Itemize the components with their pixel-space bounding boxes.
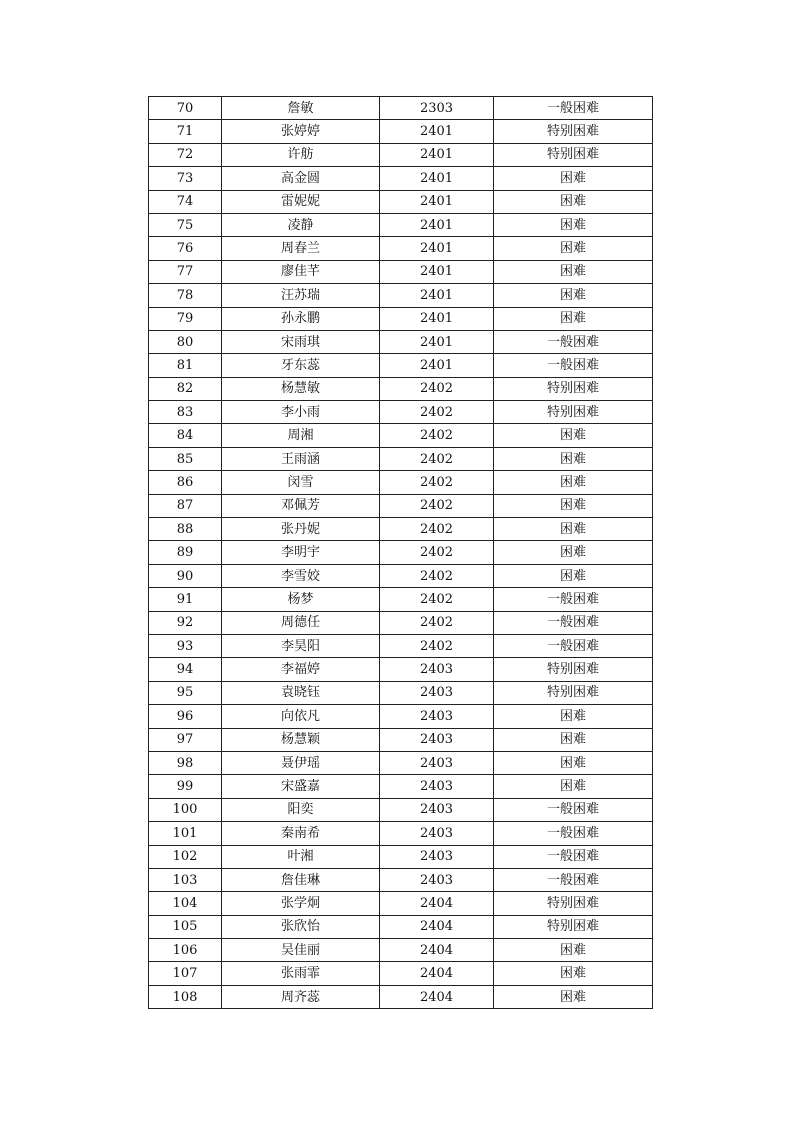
table-row [149, 564, 653, 587]
class-code-cell: 2404 [380, 892, 494, 915]
class-code-cell: 2303 [380, 97, 494, 120]
class-code-cell: 2404 [380, 985, 494, 1008]
row-number-cell: 82 [149, 377, 222, 400]
class-code-cell: 2403 [380, 868, 494, 891]
student-name-cell: 阳奕 [222, 798, 380, 821]
table-row [149, 892, 653, 915]
difficulty-level-cell: 特别困难 [494, 120, 653, 143]
row-number-cell: 85 [149, 447, 222, 470]
class-code-cell: 2401 [380, 330, 494, 353]
table-row [149, 143, 653, 166]
row-number-cell: 106 [149, 939, 222, 962]
student-name-cell: 向依凡 [222, 705, 380, 728]
table-row [149, 822, 653, 845]
table-row [149, 751, 653, 774]
student-name-cell: 张丹妮 [222, 518, 380, 541]
table-row [149, 120, 653, 143]
row-number-cell: 97 [149, 728, 222, 751]
row-number-cell: 79 [149, 307, 222, 330]
class-code-cell: 2404 [380, 962, 494, 985]
student-name-cell: 廖佳芊 [222, 260, 380, 283]
class-code-cell: 2402 [380, 611, 494, 634]
student-name-cell: 王雨涵 [222, 447, 380, 470]
table-row [149, 634, 653, 657]
table-row [149, 260, 653, 283]
difficulty-level-cell: 一般困难 [494, 845, 653, 868]
table-row [149, 190, 653, 213]
difficulty-level-cell: 困难 [494, 728, 653, 751]
table-row [149, 237, 653, 260]
row-number-cell: 94 [149, 658, 222, 681]
class-code-cell: 2404 [380, 915, 494, 938]
table-row [149, 962, 653, 985]
row-number-cell: 95 [149, 681, 222, 704]
student-name-cell: 詹佳琳 [222, 868, 380, 891]
difficulty-level-cell: 困难 [494, 284, 653, 307]
table-row [149, 658, 653, 681]
class-code-cell: 2403 [380, 728, 494, 751]
class-code-cell: 2403 [380, 681, 494, 704]
row-number-cell: 71 [149, 120, 222, 143]
class-code-cell: 2401 [380, 284, 494, 307]
student-name-cell: 周齐蕊 [222, 985, 380, 1008]
class-code-cell: 2401 [380, 307, 494, 330]
class-code-cell: 2401 [380, 120, 494, 143]
student-name-cell: 周湘 [222, 424, 380, 447]
row-number-cell: 84 [149, 424, 222, 447]
student-name-cell: 许舫 [222, 143, 380, 166]
student-table-body [149, 97, 653, 1009]
student-name-cell: 詹敏 [222, 97, 380, 120]
student-name-cell: 袁晓钰 [222, 681, 380, 704]
difficulty-level-cell: 困难 [494, 471, 653, 494]
student-name-cell: 吴佳丽 [222, 939, 380, 962]
table-row [149, 939, 653, 962]
class-code-cell: 2402 [380, 588, 494, 611]
difficulty-level-cell: 困难 [494, 424, 653, 447]
table-row [149, 447, 653, 470]
class-code-cell: 2403 [380, 775, 494, 798]
difficulty-level-cell: 困难 [494, 962, 653, 985]
student-name-cell: 牙东蕊 [222, 354, 380, 377]
row-number-cell: 76 [149, 237, 222, 260]
class-code-cell: 2402 [380, 518, 494, 541]
difficulty-level-cell: 困难 [494, 751, 653, 774]
difficulty-level-cell: 一般困难 [494, 822, 653, 845]
student-name-cell: 宋雨琪 [222, 330, 380, 353]
student-name-cell: 汪苏瑞 [222, 284, 380, 307]
student-name-cell: 秦南希 [222, 822, 380, 845]
table-row [149, 330, 653, 353]
row-number-cell: 99 [149, 775, 222, 798]
table-row [149, 845, 653, 868]
table-row [149, 775, 653, 798]
table-row [149, 401, 653, 424]
difficulty-level-cell: 困难 [494, 237, 653, 260]
table-row [149, 541, 653, 564]
student-name-cell: 闵雪 [222, 471, 380, 494]
row-number-cell: 72 [149, 143, 222, 166]
row-number-cell: 93 [149, 634, 222, 657]
class-code-cell: 2401 [380, 143, 494, 166]
row-number-cell: 103 [149, 868, 222, 891]
table-row [149, 471, 653, 494]
difficulty-level-cell: 一般困难 [494, 798, 653, 821]
row-number-cell: 98 [149, 751, 222, 774]
row-number-cell: 91 [149, 588, 222, 611]
difficulty-level-cell: 困难 [494, 939, 653, 962]
class-code-cell: 2403 [380, 751, 494, 774]
table-row [149, 284, 653, 307]
class-code-cell: 2401 [380, 167, 494, 190]
table-row [149, 377, 653, 400]
row-number-cell: 80 [149, 330, 222, 353]
student-name-cell: 孙永鹏 [222, 307, 380, 330]
row-number-cell: 89 [149, 541, 222, 564]
student-name-cell: 杨慧颖 [222, 728, 380, 751]
class-code-cell: 2401 [380, 260, 494, 283]
row-number-cell: 86 [149, 471, 222, 494]
student-name-cell: 李明宇 [222, 541, 380, 564]
row-number-cell: 83 [149, 401, 222, 424]
student-name-cell: 杨慧敏 [222, 377, 380, 400]
table-row [149, 494, 653, 517]
table-row [149, 97, 653, 120]
class-code-cell: 2403 [380, 798, 494, 821]
class-code-cell: 2402 [380, 447, 494, 470]
difficulty-level-cell: 一般困难 [494, 634, 653, 657]
row-number-cell: 100 [149, 798, 222, 821]
difficulty-level-cell: 一般困难 [494, 588, 653, 611]
student-name-cell: 张雨霏 [222, 962, 380, 985]
class-code-cell: 2403 [380, 705, 494, 728]
difficulty-level-cell: 困难 [494, 190, 653, 213]
student-name-cell: 周春兰 [222, 237, 380, 260]
class-code-cell: 2402 [380, 471, 494, 494]
row-number-cell: 77 [149, 260, 222, 283]
difficulty-level-cell: 一般困难 [494, 868, 653, 891]
difficulty-level-cell: 困难 [494, 541, 653, 564]
table-row [149, 588, 653, 611]
student-name-cell: 张学炯 [222, 892, 380, 915]
student-name-cell: 高金圆 [222, 167, 380, 190]
row-number-cell: 78 [149, 284, 222, 307]
class-code-cell: 2402 [380, 541, 494, 564]
class-code-cell: 2401 [380, 213, 494, 236]
difficulty-level-cell: 困难 [494, 307, 653, 330]
class-code-cell: 2401 [380, 354, 494, 377]
class-code-cell: 2402 [380, 634, 494, 657]
row-number-cell: 74 [149, 190, 222, 213]
table-row [149, 213, 653, 236]
class-code-cell: 2403 [380, 845, 494, 868]
table-row [149, 868, 653, 891]
class-code-cell: 2404 [380, 939, 494, 962]
difficulty-level-cell: 一般困难 [494, 97, 653, 120]
row-number-cell: 108 [149, 985, 222, 1008]
row-number-cell: 101 [149, 822, 222, 845]
difficulty-level-cell: 特别困难 [494, 915, 653, 938]
difficulty-level-cell: 困难 [494, 775, 653, 798]
class-code-cell: 2402 [380, 424, 494, 447]
difficulty-level-cell: 一般困难 [494, 330, 653, 353]
difficulty-level-cell: 困难 [494, 518, 653, 541]
student-name-cell: 邓佩芳 [222, 494, 380, 517]
row-number-cell: 92 [149, 611, 222, 634]
student-name-cell: 宋盛嘉 [222, 775, 380, 798]
difficulty-level-cell: 特别困难 [494, 658, 653, 681]
difficulty-level-cell: 特别困难 [494, 401, 653, 424]
row-number-cell: 70 [149, 97, 222, 120]
table-row [149, 705, 653, 728]
row-number-cell: 75 [149, 213, 222, 236]
class-code-cell: 2403 [380, 822, 494, 845]
class-code-cell: 2402 [380, 401, 494, 424]
student-name-cell: 李雪姣 [222, 564, 380, 587]
table-row [149, 424, 653, 447]
table-row [149, 681, 653, 704]
student-name-cell: 张婷婷 [222, 120, 380, 143]
table-row [149, 915, 653, 938]
row-number-cell: 102 [149, 845, 222, 868]
row-number-cell: 96 [149, 705, 222, 728]
student-name-cell: 叶湘 [222, 845, 380, 868]
student-name-cell: 聂伊瑶 [222, 751, 380, 774]
table-row [149, 985, 653, 1008]
table-row [149, 728, 653, 751]
difficulty-level-cell: 一般困难 [494, 611, 653, 634]
student-name-cell: 李小雨 [222, 401, 380, 424]
student-name-cell: 张欣怡 [222, 915, 380, 938]
table-row [149, 354, 653, 377]
difficulty-level-cell: 特别困难 [494, 377, 653, 400]
difficulty-level-cell: 特别困难 [494, 681, 653, 704]
student-name-cell: 周德任 [222, 611, 380, 634]
row-number-cell: 87 [149, 494, 222, 517]
table-row [149, 611, 653, 634]
class-code-cell: 2403 [380, 658, 494, 681]
table-row [149, 798, 653, 821]
row-number-cell: 81 [149, 354, 222, 377]
table-row [149, 167, 653, 190]
class-code-cell: 2401 [380, 237, 494, 260]
row-number-cell: 73 [149, 167, 222, 190]
table-row [149, 518, 653, 541]
row-number-cell: 104 [149, 892, 222, 915]
student-name-cell: 杨梦 [222, 588, 380, 611]
row-number-cell: 105 [149, 915, 222, 938]
class-code-cell: 2402 [380, 494, 494, 517]
row-number-cell: 90 [149, 564, 222, 587]
student-name-cell: 雷妮妮 [222, 190, 380, 213]
difficulty-level-cell: 困难 [494, 213, 653, 236]
difficulty-level-cell: 困难 [494, 260, 653, 283]
student-table [148, 96, 653, 1009]
difficulty-level-cell: 特别困难 [494, 143, 653, 166]
difficulty-level-cell: 困难 [494, 985, 653, 1008]
difficulty-level-cell: 困难 [494, 705, 653, 728]
class-code-cell: 2402 [380, 564, 494, 587]
table-row [149, 307, 653, 330]
row-number-cell: 88 [149, 518, 222, 541]
student-name-cell: 李福婷 [222, 658, 380, 681]
difficulty-level-cell: 困难 [494, 494, 653, 517]
class-code-cell: 2402 [380, 377, 494, 400]
difficulty-level-cell: 一般困难 [494, 354, 653, 377]
difficulty-level-cell: 困难 [494, 564, 653, 587]
difficulty-level-cell: 困难 [494, 167, 653, 190]
class-code-cell: 2401 [380, 190, 494, 213]
difficulty-level-cell: 特别困难 [494, 892, 653, 915]
difficulty-level-cell: 困难 [494, 447, 653, 470]
student-name-cell: 凌静 [222, 213, 380, 236]
row-number-cell: 107 [149, 962, 222, 985]
student-name-cell: 李昊阳 [222, 634, 380, 657]
